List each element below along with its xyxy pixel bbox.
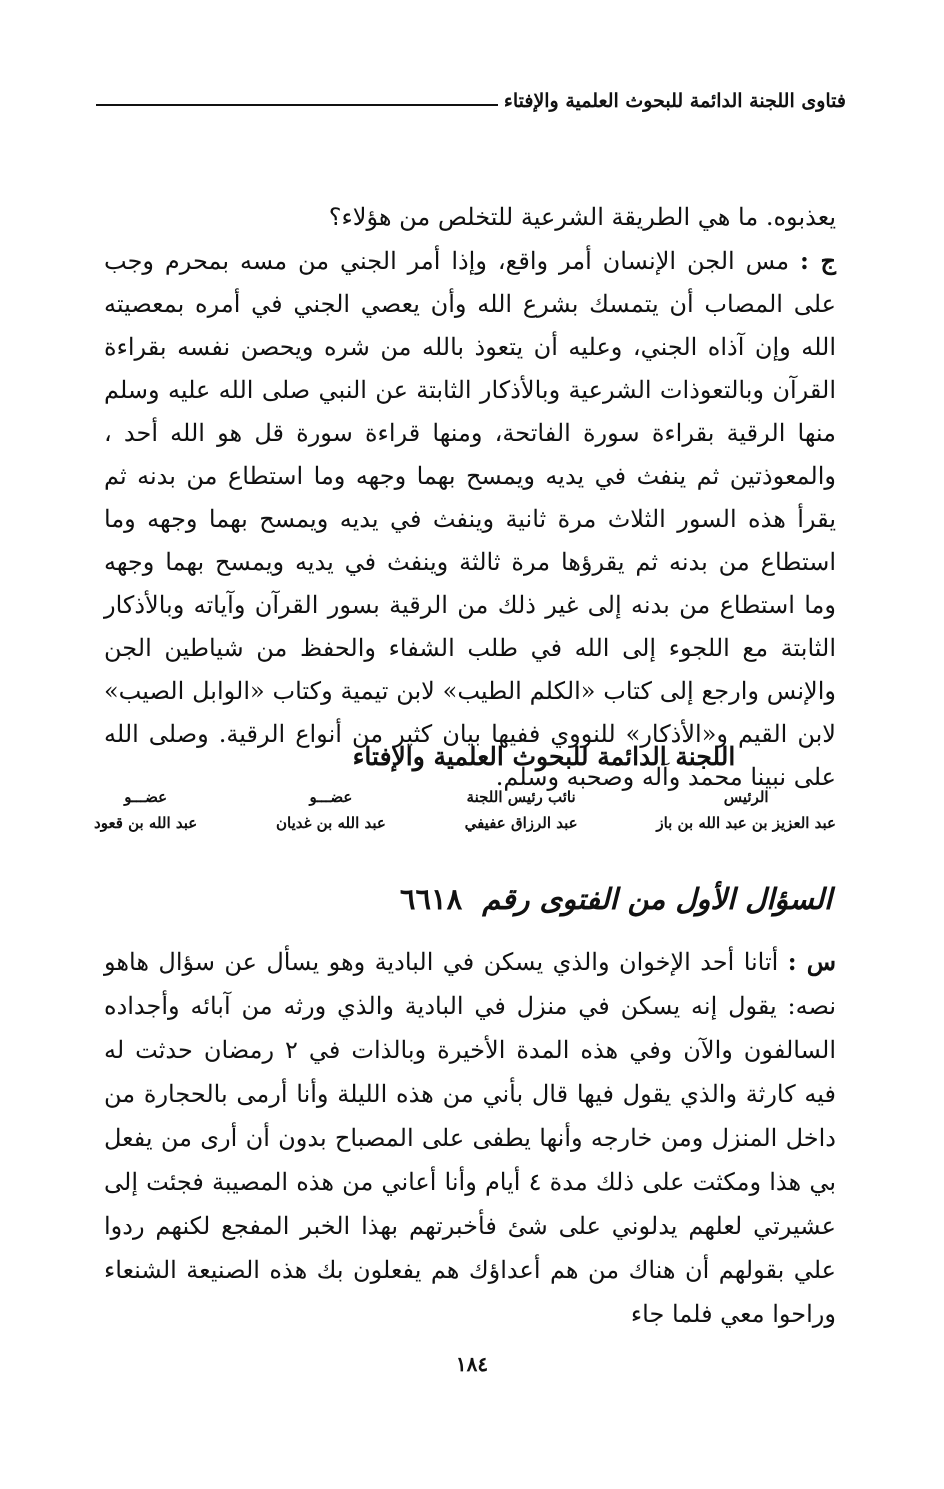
signatory-role: عضـــو — [124, 788, 168, 806]
header-rule — [96, 104, 498, 106]
answer-section — [104, 196, 836, 799]
signatory-chairman — [656, 788, 836, 832]
answer-paragraph — [104, 239, 836, 799]
running-header-title: فتاوى اللجنة الدائمة للبحوث العلمية والإفتاء — [503, 90, 846, 112]
signatory-member — [94, 788, 197, 832]
answer-text: مس الجن الإنسان أمر واقع، وإذا أمر الجني من مسه بمحرم وجب على المصاب أن يتمسك بشرع الله وأن يعصي الجني في أمره بمعصيته الله وإن آذاه الجني، وعليه أن يتعوذ بالله من شره ويحصن نفسه بقراءة القرآن وبالتعوذات الشرعية وبالأذكار الثابتة عن النبي صلى الله عليه وسلم منها الرقية بقراءة سورة الفاتحة، ومنها قراءة سورة قل هو الله أحد ، والمعوذتين ثم ينفث في يديه ويمسح بهما وجهه وما استطاع من بدنه ثم يقرأ هذه السور الثلاث مرة ثانية وينفث في يديه ويمسح بهما وجهه وما استطاع من بدنه ثم يقرؤها مرة ثالثة وينفث في يديه ويمسح بهما وجهه وما استطاع من بدنه إلى غير ذلك من الرقية بسور القرآن وآياته وبالأذكار الثابتة مع اللجوء إلى الله في طلب الشفاء والحفظ من شياطين الجن والإنس وارجع إلى كتاب «الكلم الطيب» لابن تيمية وكتاب «الوابل الصيب» لابن القيم و«الأذكار» للنووي ففيها بيان كثير من أنواع الرقية. وصلى الله على نبينا محمد وآله وصحبه وسلم. — [104, 247, 836, 791]
question-tail: يعذبوه. ما هي الطريقة الشرعية للتخلص من هؤلاء؟ — [328, 203, 836, 231]
signatory-name: عبد العزيز بن عبد الله بن باز — [656, 814, 836, 832]
signatory-name: عبد الله بن غديان — [275, 814, 386, 832]
signatory-member — [276, 788, 386, 832]
signatory-name: عبد الله بن قعود — [94, 814, 198, 832]
signatory-role: نائب رئيس اللجنة — [466, 788, 576, 806]
question-text: أتانا أحد الإخوان والذي يسكن في البادية وهو يسأل عن سؤال هاهو نصه: يقول إنه يسكن في منزل في البادية والذي ورثه من آبائه وأجداده السالفون والآن وفي هذه المدة الأخيرة وبالذات في ٢ رمضان حدثت له فيه كارثة والذي يقول فيها قال بأني من هذه الليلة وأنا أرمى بالحجارة من داخل المنزل ومن خارجه وأنها يطفى على المصباح بدون أن أرى من يفعل بي هذا ومكثت على ذلك مدة ٤ أيام وأنا أعاني من هذه المصيبة فجئت إلى عشيرتي لعلهم يدلوني على شئ فأخبرتهم بهذا الخبر المفجع لكنهم ردوا علي بقولهم أن هناك من هم أعداؤك هم يفعلون بك هذه الصنيعة الشنعاء وراحوا معي فلما جاء — [104, 948, 837, 1328]
question-paragraph — [104, 940, 836, 1336]
fatwa-heading — [332, 882, 832, 916]
signatory-vice-chairman — [465, 788, 578, 832]
signatory-name: عبد الرزاق عفيفي — [464, 814, 578, 832]
page-number: ١٨٤ — [455, 1352, 489, 1376]
running-header — [96, 86, 846, 116]
fatwa-number: ٦٦١٨ — [399, 882, 463, 916]
signatures-block — [94, 788, 836, 832]
answer-label: ج : — [800, 246, 836, 275]
signatory-role: الرئيس — [723, 788, 769, 806]
question-label: س : — [787, 947, 836, 976]
signatory-role: عضـــو — [309, 788, 353, 806]
fatwa-heading-text: السؤال الأول من الفتوى رقم — [482, 882, 832, 916]
committee-name: اللجنة الدائمة للبحوث العلمية والإفتاء — [352, 742, 736, 771]
question-section — [104, 940, 836, 1336]
